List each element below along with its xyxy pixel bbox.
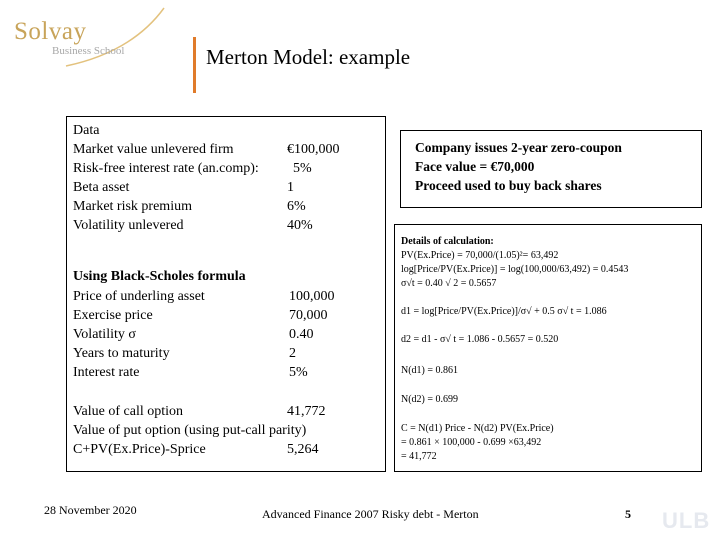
- page-number: 5: [625, 507, 631, 521]
- details-nd2: N(d2) = 0.699: [401, 394, 459, 405]
- data-row-label: Market risk premium: [73, 199, 192, 214]
- details-c: = 41,772: [401, 451, 437, 462]
- put-value: 5,264: [287, 442, 319, 457]
- bs-heading: Using Black-Scholes formula: [73, 269, 246, 284]
- bs-row-label: Exercise price: [73, 308, 153, 323]
- details-line: PV(Ex.Price) = 70,000/(1.05)²= 63,492: [401, 250, 559, 261]
- bs-row-value: 0.40: [289, 327, 314, 342]
- title-accent-bar: [193, 37, 196, 93]
- details-d1: d1 = log[Price/PV(Ex.Price)]/σ√ + 0.5 σ√ t = 1.086: [401, 306, 607, 317]
- data-row-value: 6%: [287, 199, 306, 214]
- bs-row-value: 70,000: [289, 308, 328, 323]
- details-box: [394, 224, 702, 472]
- details-c: = 0.861 × 100,000 - 0.699 ×63,492: [401, 437, 542, 448]
- bs-row-label: Years to maturity: [73, 346, 170, 361]
- footer-date: 28 November 2020: [44, 503, 137, 517]
- company-line: Proceed used to buy back shares: [415, 178, 602, 193]
- data-row-value: €100,000: [287, 142, 340, 157]
- ulb-logo: ULB: [662, 508, 711, 533]
- bs-row-label: Price of underling asset: [73, 289, 205, 304]
- call-value: 41,772: [287, 404, 326, 419]
- logo-subtitle: Business School: [52, 45, 125, 57]
- logo: Solvay: [14, 18, 87, 45]
- footer-center: Advanced Finance 2007 Risky debt - Merton: [262, 507, 479, 521]
- data-row-value: 1: [287, 180, 294, 195]
- page-title: Merton Model: example: [206, 45, 411, 69]
- details-c: C = N(d1) Price - N(d2) PV(Ex.Price): [401, 423, 554, 434]
- bs-row-label: Interest rate: [73, 365, 140, 380]
- details-d2: d2 = d1 - σ√ t = 1.086 - 0.5657 = 0.520: [401, 334, 559, 345]
- data-row-label: Risk-free interest rate (an.comp):: [73, 161, 259, 176]
- bs-row-value: 100,000: [289, 289, 335, 304]
- bs-row-value: 2: [289, 346, 296, 361]
- details-heading: Details of calculation:: [401, 236, 494, 247]
- details-nd1: N(d1) = 0.861: [401, 365, 459, 376]
- company-box: [400, 130, 702, 208]
- data-row-label: Market value unlevered firm: [73, 142, 234, 157]
- call-label: Value of call option: [73, 404, 184, 419]
- data-box: [66, 116, 386, 472]
- data-row-value: 40%: [287, 218, 313, 233]
- company-line: Company issues 2-year zero-coupon: [415, 140, 622, 155]
- company-line: Face value = €70,000: [415, 159, 535, 174]
- bs-row-value: 5%: [289, 365, 308, 380]
- bs-row-label: Volatility σ: [73, 327, 136, 342]
- put-label: Value of put option (using put-call parity): [73, 423, 307, 438]
- data-row-label: Volatility unlevered: [73, 218, 184, 233]
- details-line: log[Price/PV(Ex.Price)] = log(100,000/63,492) = 0.4543: [401, 264, 629, 275]
- details-line: σ√t = 0.40 √ 2 = 0.5657: [401, 278, 497, 289]
- data-heading: Data: [73, 123, 100, 138]
- data-row-label: Beta asset: [73, 180, 130, 195]
- put-formula: C+PV(Ex.Price)-Sprice: [73, 442, 206, 457]
- data-row-value: 5%: [293, 161, 312, 176]
